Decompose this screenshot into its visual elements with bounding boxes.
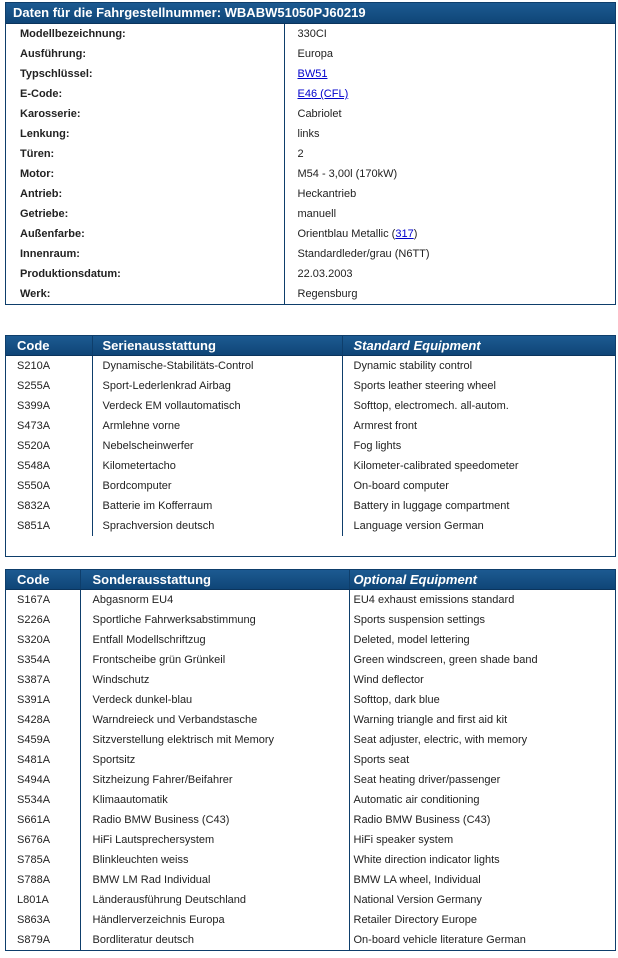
equipment-name-german: Sitzverstellung elektrisch mit Memory — [80, 730, 349, 750]
equipment-row — [6, 630, 615, 650]
equipment-row — [6, 436, 615, 456]
vehicle-data-panel — [5, 2, 616, 305]
field-label: Innenraum: — [6, 244, 284, 264]
equipment-name-german: Warndreieck und Verbandstasche — [80, 710, 349, 730]
field-value — [284, 84, 615, 104]
equipment-code: S851A — [6, 516, 92, 536]
equipment-row — [6, 690, 615, 710]
equipment-name-german: Verdeck EM vollautomatisch — [92, 396, 342, 416]
equipment-name-german: Bordliteratur deutsch — [80, 930, 349, 950]
equipment-row — [6, 850, 615, 870]
equipment-code: S785A — [6, 850, 80, 870]
equipment-name-english: Automatic air conditioning — [353, 794, 480, 806]
equipment-name-english: On-board vehicle literature German — [353, 934, 526, 946]
field-value-text: Orientblau Metallic ( — [297, 228, 396, 240]
vehicle-data-row — [6, 24, 615, 44]
column-header-serienausstattung: Serienausstattung — [92, 336, 342, 356]
column-header-code: Code — [6, 570, 80, 590]
standard-equipment-header — [6, 336, 615, 356]
equipment-name-english: Wind deflector — [353, 674, 424, 686]
vehicle-data-row — [6, 124, 615, 144]
equipment-name-german: Abgasnorm EU4 — [80, 590, 349, 611]
vehicle-data-row — [6, 104, 615, 124]
vehicle-data-row — [6, 184, 615, 204]
equipment-code: S879A — [6, 930, 80, 950]
equipment-name-german: Sport-Lederlenkrad Airbag — [92, 376, 342, 396]
equipment-row — [6, 610, 615, 630]
equipment-code: S548A — [6, 456, 92, 476]
equipment-code: S428A — [6, 710, 80, 730]
field-label: Getriebe: — [6, 204, 284, 224]
equipment-code: S520A — [6, 436, 92, 456]
equipment-name-german: Sportsitz — [80, 750, 349, 770]
equipment-name-german: Entfall Modellschriftzug — [80, 630, 349, 650]
equipment-code: S661A — [6, 810, 80, 830]
optional-equipment-table — [6, 570, 615, 950]
equipment-code: S226A — [6, 610, 80, 630]
standard-equipment-table — [6, 336, 615, 536]
equipment-name-german: Bordcomputer — [92, 476, 342, 496]
equipment-name-german: Dynamische-Stabilitäts-Control — [92, 356, 342, 377]
equipment-name-german: Verdeck dunkel-blau — [80, 690, 349, 710]
equipment-row — [6, 750, 615, 770]
equipment-code: S320A — [6, 630, 80, 650]
equipment-code: S494A — [6, 770, 80, 790]
equipment-name-english: Warning triangle and first aid kit — [353, 714, 508, 726]
field-value — [284, 24, 615, 44]
equipment-name-german: HiFi Lautsprechersystem — [80, 830, 349, 850]
equipment-code: S863A — [6, 910, 80, 930]
equipment-row — [6, 730, 615, 750]
equipment-name-german: Kilometertacho — [92, 456, 342, 476]
field-value — [284, 284, 615, 304]
equipment-name-english: Radio BMW Business (C43) — [353, 814, 491, 826]
field-label: Motor: — [6, 164, 284, 184]
field-value — [284, 44, 615, 64]
vehicle-data-row — [6, 224, 615, 244]
equipment-row — [6, 810, 615, 830]
equipment-name-english: Battery in luggage compartment — [353, 500, 510, 512]
equipment-name-german: Windschutz — [80, 670, 349, 690]
vehicle-data-row — [6, 264, 615, 284]
equipment-name-english: Softtop, electromech. all-autom. — [353, 400, 509, 412]
equipment-name-german: Radio BMW Business (C43) — [80, 810, 349, 830]
equipment-code: S210A — [6, 356, 92, 377]
equipment-row — [6, 376, 615, 396]
equipment-code: S255A — [6, 376, 92, 396]
equipment-row — [6, 496, 615, 516]
equipment-row — [6, 890, 615, 910]
field-label: Türen: — [6, 144, 284, 164]
equipment-name-german: Nebelscheinwerfer — [92, 436, 342, 456]
equipment-name-german: Klimaautomatik — [80, 790, 349, 810]
equipment-name-german: Sportliche Fahrwerksabstimmung — [80, 610, 349, 630]
equipment-row — [6, 870, 615, 890]
field-value-text: 22.03.2003 — [297, 268, 353, 280]
equipment-code: S391A — [6, 690, 80, 710]
column-header-standard-equipment: Standard Equipment — [342, 336, 615, 356]
equipment-name-english: Green windscreen, green shade band — [353, 654, 538, 666]
equipment-name-english: Sports suspension settings — [353, 614, 485, 626]
field-value-text: Regensburg — [297, 288, 358, 300]
vehicle-data-row — [6, 204, 615, 224]
field-label: Modellbezeichnung: — [6, 24, 284, 44]
field-value — [284, 264, 615, 284]
equipment-row — [6, 910, 615, 930]
equipment-name-english: Seat adjuster, electric, with memory — [353, 734, 528, 746]
equipment-row — [6, 590, 615, 611]
equipment-name-english: Retailer Directory Europe — [353, 914, 477, 926]
field-value-text: M54 - 3,00l (170kW) — [297, 168, 398, 180]
equipment-row — [6, 650, 615, 670]
field-value-text: Europa — [297, 48, 333, 60]
equipment-row — [6, 710, 615, 730]
vehicle-data-row — [6, 44, 615, 64]
equipment-code: S459A — [6, 730, 80, 750]
equipment-name-english: Seat heating driver/passenger — [353, 774, 501, 786]
equipment-name-english: Deleted, model lettering — [353, 634, 470, 646]
vehicle-data-table — [6, 24, 615, 304]
equipment-code: S676A — [6, 830, 80, 850]
equipment-code: S481A — [6, 750, 80, 770]
field-value-text: Heckantrieb — [297, 188, 357, 200]
equipment-name-german: Frontscheibe grün Grünkeil — [80, 650, 349, 670]
vehicle-data-row — [6, 244, 615, 264]
field-value — [284, 124, 615, 144]
field-label: Antrieb: — [6, 184, 284, 204]
equipment-row — [6, 516, 615, 536]
column-header-sonderausstattung: Sonderausstattung — [80, 570, 349, 590]
field-value-text: Standardleder/grau (N6TT) — [297, 248, 430, 260]
equipment-name-english: EU4 exhaust emissions standard — [353, 594, 515, 606]
equipment-row — [6, 790, 615, 810]
equipment-code: L801A — [6, 890, 80, 910]
equipment-name-german: Armlehne vorne — [92, 416, 342, 436]
equipment-name-english: Softtop, dark blue — [353, 694, 440, 706]
vehicle-data-row — [6, 144, 615, 164]
field-label: Lenkung: — [6, 124, 284, 144]
equipment-code: S550A — [6, 476, 92, 496]
equipment-row — [6, 356, 615, 377]
vehicle-data-row — [6, 164, 615, 184]
equipment-name-english: Armrest front — [353, 420, 418, 432]
field-value-link[interactable]: BW51 — [297, 68, 328, 80]
vehicle-data-row — [6, 64, 615, 84]
equipment-name-english: Fog lights — [353, 440, 402, 452]
field-value — [284, 64, 615, 84]
field-value — [284, 164, 615, 184]
vehicle-data-title: Daten für die Fahrgestellnummer: WBABW51050PJ60219 — [6, 3, 615, 24]
column-header-optional-equipment: Optional Equipment — [349, 570, 615, 590]
equipment-name-english: On-board computer — [353, 480, 449, 492]
vehicle-data-row — [6, 284, 615, 304]
equipment-name-english: Sports seat — [353, 754, 410, 766]
field-label: Produktionsdatum: — [6, 264, 284, 284]
field-value-link[interactable]: 317 — [395, 228, 414, 240]
equipment-name-german: Blinkleuchten weiss — [80, 850, 349, 870]
equipment-row — [6, 476, 615, 496]
equipment-name-german: Händlerverzeichnis Europa — [80, 910, 349, 930]
equipment-row — [6, 830, 615, 850]
column-header-code: Code — [6, 336, 92, 356]
field-value-text: 2 — [297, 148, 304, 160]
equipment-name-english: Language version German — [353, 520, 484, 532]
field-value-text: Cabriolet — [297, 108, 342, 120]
equipment-name-english: National Version Germany — [353, 894, 482, 906]
equipment-row — [6, 770, 615, 790]
equipment-code: S788A — [6, 870, 80, 890]
field-label: Karosserie: — [6, 104, 284, 124]
equipment-row — [6, 456, 615, 476]
equipment-name-english: Kilometer-calibrated speedometer — [353, 460, 519, 472]
equipment-row — [6, 670, 615, 690]
field-label: E-Code: — [6, 84, 284, 104]
equipment-name-english: BMW LA wheel, Individual — [353, 874, 481, 886]
equipment-name-german: Batterie im Kofferraum — [92, 496, 342, 516]
panel-spacer — [6, 536, 615, 556]
field-value-text: links — [297, 128, 320, 140]
optional-equipment-header — [6, 570, 615, 590]
field-value-text: 330CI — [297, 28, 327, 40]
equipment-name-english: Dynamic stability control — [353, 360, 473, 372]
field-label: Typschlüssel: — [6, 64, 284, 84]
equipment-code: S387A — [6, 670, 80, 690]
vehicle-data-row — [6, 84, 615, 104]
equipment-name-german: BMW LM Rad Individual — [80, 870, 349, 890]
field-value — [284, 184, 615, 204]
field-value-suffix: ) — [413, 228, 418, 240]
equipment-code: S399A — [6, 396, 92, 416]
equipment-code: S832A — [6, 496, 92, 516]
field-value — [284, 204, 615, 224]
field-label: Ausführung: — [6, 44, 284, 64]
equipment-code: S167A — [6, 590, 80, 611]
field-label: Werk: — [6, 284, 284, 304]
equipment-code: S534A — [6, 790, 80, 810]
equipment-name-english: White direction indicator lights — [353, 854, 500, 866]
equipment-code: S354A — [6, 650, 80, 670]
field-label: Außenfarbe: — [6, 224, 284, 244]
field-value — [284, 104, 615, 124]
field-value — [284, 144, 615, 164]
equipment-name-german: Sitzheizung Fahrer/Beifahrer — [80, 770, 349, 790]
field-value — [284, 224, 615, 244]
equipment-code: S473A — [6, 416, 92, 436]
equipment-row — [6, 416, 615, 436]
equipment-name-english: HiFi speaker system — [353, 834, 454, 846]
equipment-name-english: Sports leather steering wheel — [353, 380, 496, 392]
standard-equipment-panel — [5, 335, 616, 557]
equipment-name-german: Länderausführung Deutschland — [80, 890, 349, 910]
equipment-name-german: Sprachversion deutsch — [92, 516, 342, 536]
equipment-row — [6, 396, 615, 416]
equipment-row — [6, 930, 615, 950]
optional-equipment-panel — [5, 569, 616, 951]
field-value-link[interactable]: E46 (CFL) — [297, 88, 349, 100]
field-value — [284, 244, 615, 264]
field-value-text: manuell — [297, 208, 337, 220]
